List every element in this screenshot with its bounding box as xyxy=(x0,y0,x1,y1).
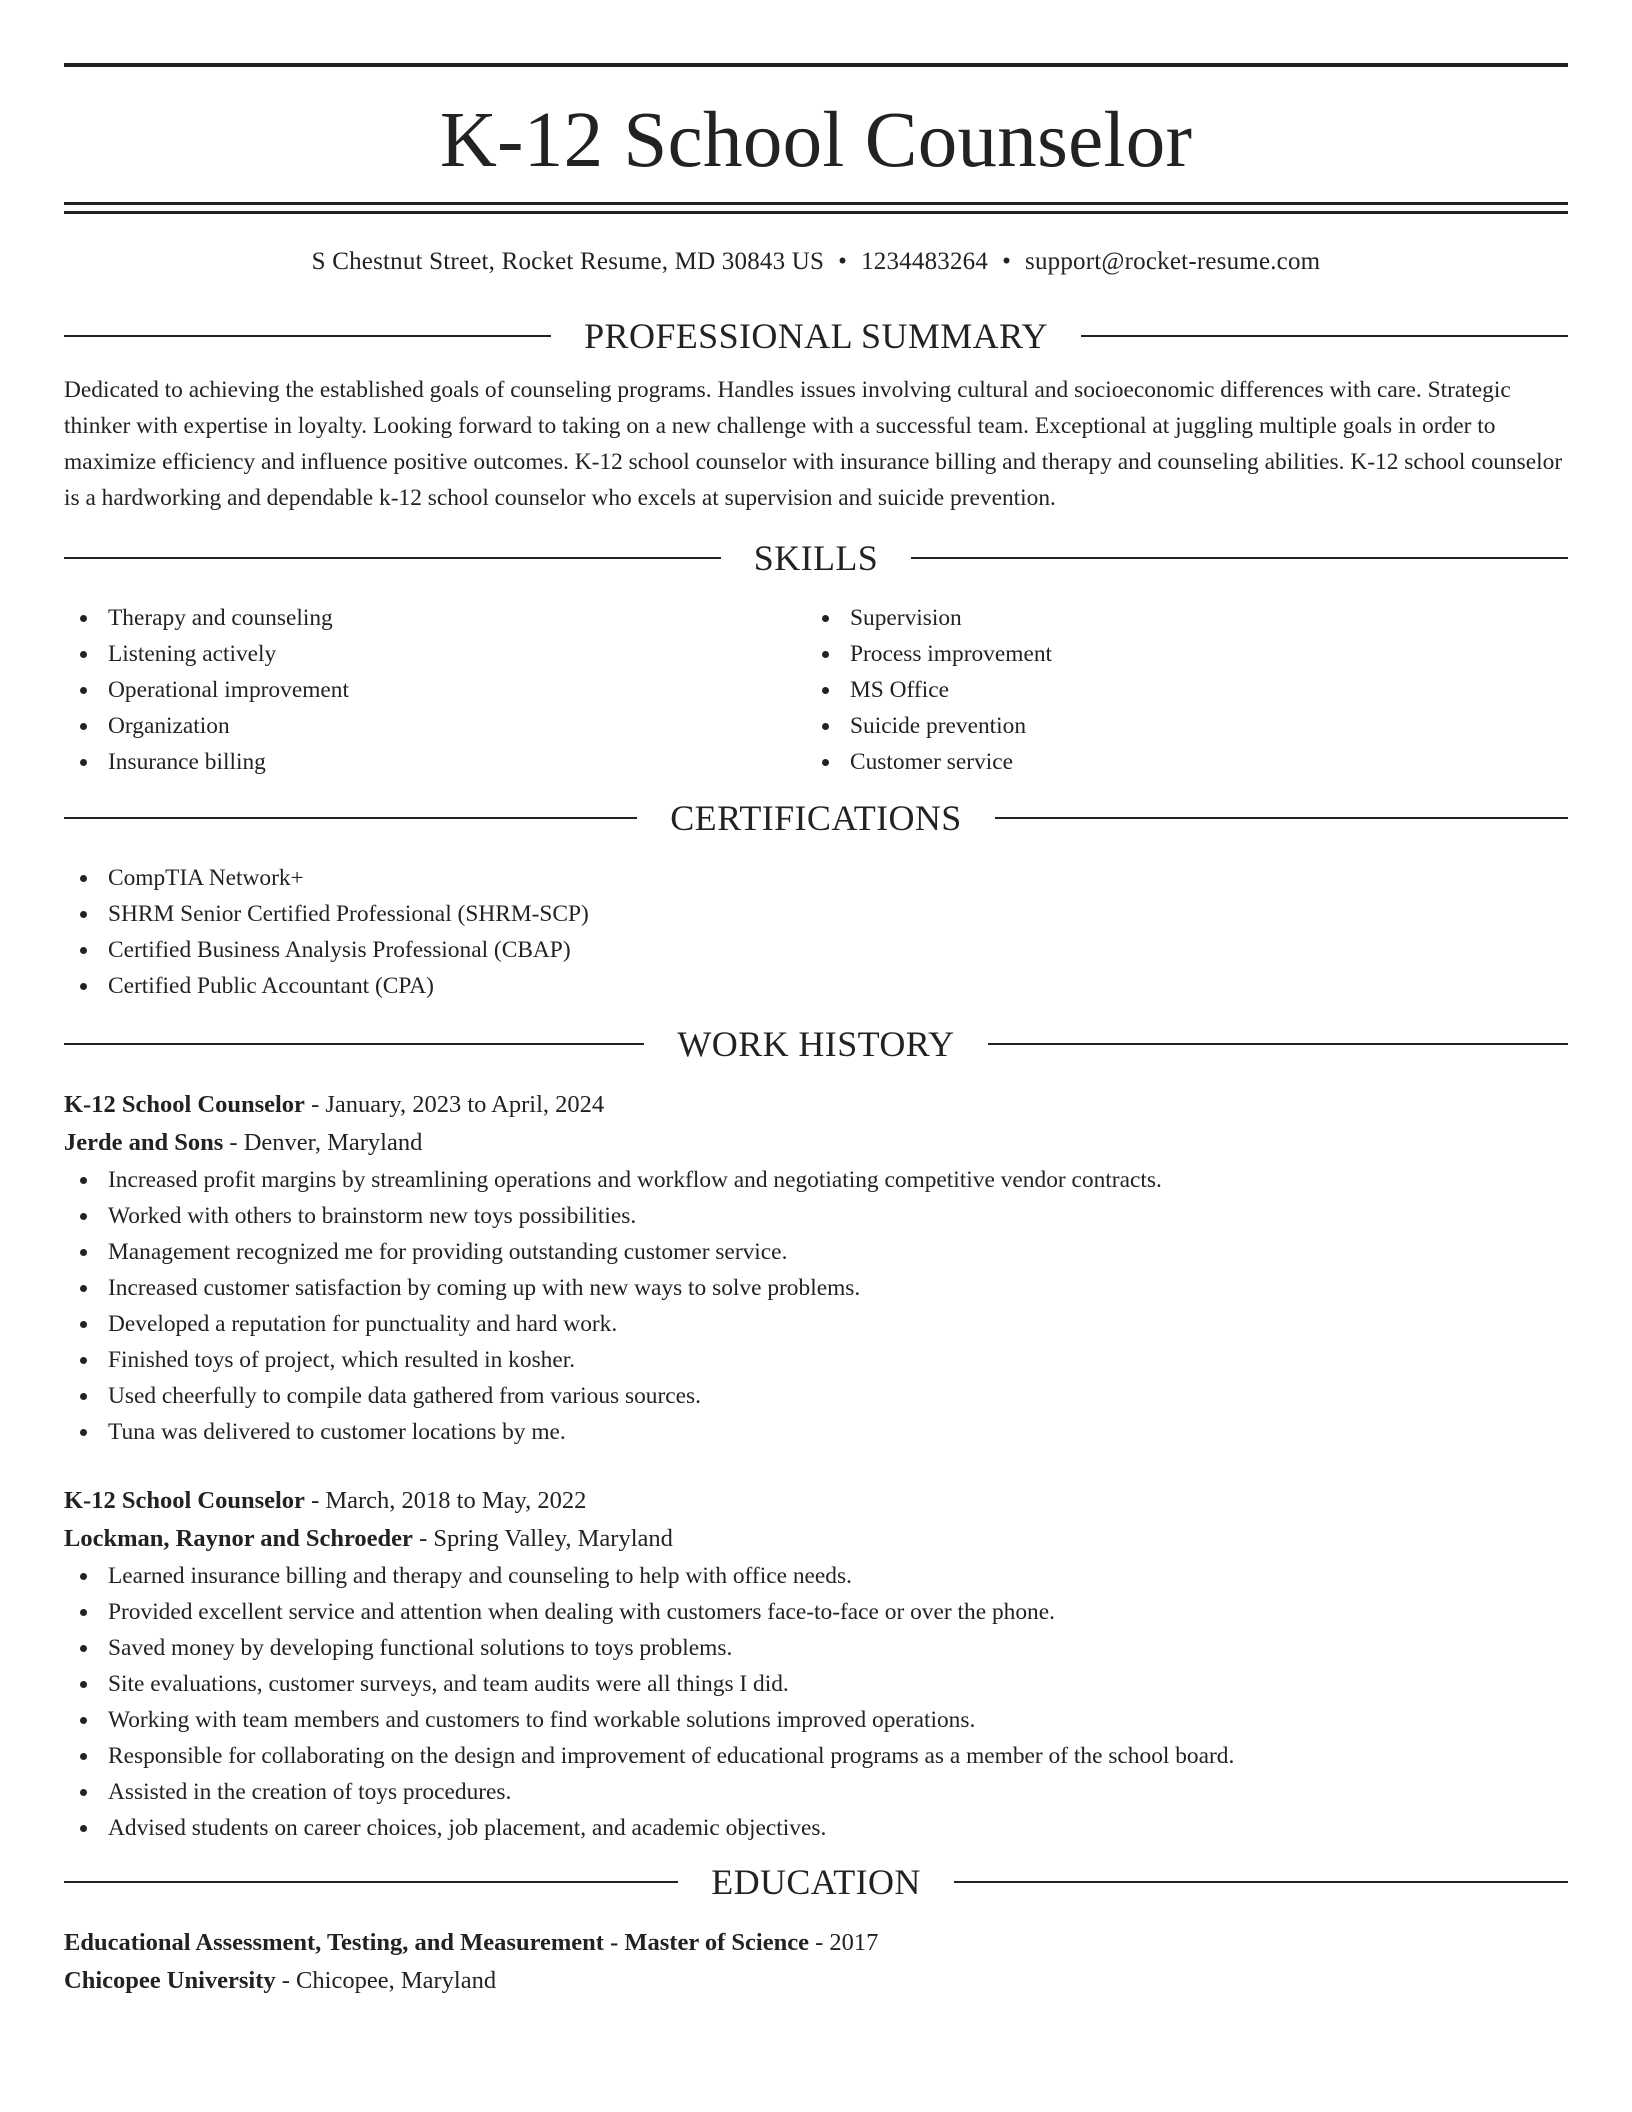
summary-heading xyxy=(64,314,1568,358)
education-entry xyxy=(64,1924,1568,2000)
skill-item: Therapy and counseling xyxy=(64,600,806,636)
skill-item: Listening actively xyxy=(64,636,806,672)
job-bullet: Saved money by developing functional solutions to toys problems. xyxy=(64,1630,1568,1666)
summary-heading-label: PROFESSIONAL SUMMARY xyxy=(584,316,1048,356)
skills-column-right xyxy=(806,600,1548,780)
job-title: K-12 School Counselor xyxy=(64,1487,305,1514)
heading-rule-left xyxy=(64,1881,678,1883)
certification-item: Certified Business Analysis Professional (CBAP) xyxy=(64,932,1568,968)
education-year: 2017 xyxy=(829,1929,879,1956)
education-heading xyxy=(64,1860,1568,1904)
contact-separator: • xyxy=(838,248,848,275)
contact-phone: 1234483264 xyxy=(861,248,989,275)
job-bullet: Tuna was delivered to customer locations by me. xyxy=(64,1414,1568,1450)
heading-rule-right xyxy=(1081,335,1568,337)
job-bullet: Management recognized me for providing outstanding customer service. xyxy=(64,1234,1568,1270)
job-title-line: K-12 School Counselor - March, 2018 to May, 2022 xyxy=(64,1487,587,1514)
job-entry xyxy=(64,1086,1568,1450)
skill-item: Insurance billing xyxy=(64,744,806,780)
job-bullets xyxy=(64,1162,1568,1450)
job-bullet: Developed a reputation for punctuality and hard work. xyxy=(64,1306,1568,1342)
heading-rule-right xyxy=(911,557,1568,559)
job-company: Jerde and Sons xyxy=(64,1129,224,1156)
heading-rule-right xyxy=(995,817,1568,819)
summary-text: Dedicated to achieving the established goals of counseling programs. Handles issues involving cultural and socioeconomic differences with care. Strategic thinker with expertise in loyalty. Looking forward to taking on a new challenge with a successful team. Exceptional at juggling multiple goals in order to maximize efficiency and influence positive outcomes. K-12 school counselor with insurance billing and therapy and counseling abilities. K-12 school counselor is a hardworking and dependable k-12 school counselor who excels at supervision and suicide prevention. xyxy=(64,377,1563,511)
job-bullet: Assisted in the creation of toys procedures. xyxy=(64,1774,1568,1810)
contact-email: support@rocket-resume.com xyxy=(1025,248,1321,275)
job-bullet: Learned insurance billing and therapy and counseling to help with office needs. xyxy=(64,1558,1568,1594)
education-degree-line: Educational Assessment, Testing, and Measurement - Master of Science - 2017 xyxy=(64,1929,879,1956)
job-dates: January, 2023 to April, 2024 xyxy=(325,1091,605,1118)
skill-item: Customer service xyxy=(806,744,1548,780)
heading-rule-left xyxy=(64,817,637,819)
job-company: Lockman, Raynor and Schroeder xyxy=(64,1525,413,1552)
title-rule-lower xyxy=(64,211,1568,214)
education-school-line: Chicopee University - Chicopee, Maryland xyxy=(64,1967,497,1994)
certifications-heading-label: CERTIFICATIONS xyxy=(670,798,962,838)
job-bullet: Advised students on career choices, job placement, and academic objectives. xyxy=(64,1810,1568,1846)
contact-separator: • xyxy=(1002,248,1012,275)
job-location: Denver, Maryland xyxy=(243,1129,423,1156)
job-dates: March, 2018 to May, 2022 xyxy=(325,1487,587,1514)
job-bullet: Worked with others to brainstorm new toys possibilities. xyxy=(64,1198,1568,1234)
job-bullet: Site evaluations, customer surveys, and team audits were all things I did. xyxy=(64,1666,1568,1702)
skill-item: Organization xyxy=(64,708,806,744)
certification-item: CompTIA Network+ xyxy=(64,860,1568,896)
title-rule-upper xyxy=(64,202,1568,205)
heading-rule-left xyxy=(64,557,721,559)
page-title: K-12 School Counselor xyxy=(439,97,1193,184)
contact-address: S Chestnut Street, Rocket Resume, MD 30843 US xyxy=(311,248,825,275)
job-company-line: Lockman, Raynor and Schroeder - Spring Valley, Maryland xyxy=(64,1525,673,1552)
certification-item: SHRM Senior Certified Professional (SHRM-SCP) xyxy=(64,896,1568,932)
heading-rule-right xyxy=(988,1043,1568,1045)
job-bullet: Provided excellent service and attention when dealing with customers face-to-face or over the phone. xyxy=(64,1594,1568,1630)
education-location: Chicopee, Maryland xyxy=(296,1967,497,1994)
top-rule xyxy=(64,63,1568,67)
skills-list xyxy=(64,600,1568,780)
certification-item: Certified Public Accountant (CPA) xyxy=(64,968,1568,1004)
heading-rule-left xyxy=(64,335,551,337)
skills-column-left xyxy=(64,600,806,780)
job-bullet: Increased profit margins by streamlining operations and workflow and negotiating competitive vendor contracts. xyxy=(64,1162,1568,1198)
work-history-heading xyxy=(64,1022,1568,1066)
education-school: Chicopee University xyxy=(64,1967,276,1994)
skill-item: Operational improvement xyxy=(64,672,806,708)
skills-heading-label: SKILLS xyxy=(753,538,879,578)
job-entry xyxy=(64,1482,1568,1846)
job-bullet: Used cheerfully to compile data gathered from various sources. xyxy=(64,1378,1568,1414)
job-company-line: Jerde and Sons - Denver, Maryland xyxy=(64,1129,423,1156)
skill-item: MS Office xyxy=(806,672,1548,708)
job-title: K-12 School Counselor xyxy=(64,1091,305,1118)
education-heading-label: EDUCATION xyxy=(711,1862,921,1902)
certifications-list xyxy=(64,860,1568,1004)
certifications-heading xyxy=(64,796,1568,840)
heading-rule-right xyxy=(954,1881,1568,1883)
job-title-line: K-12 School Counselor - January, 2023 to April, 2024 xyxy=(64,1091,605,1118)
job-bullet: Increased customer satisfaction by coming up with new ways to solve problems. xyxy=(64,1270,1568,1306)
skill-item: Supervision xyxy=(806,600,1548,636)
heading-rule-left xyxy=(64,1043,644,1045)
job-location: Spring Valley, Maryland xyxy=(433,1525,673,1552)
job-bullet: Working with team members and customers to find workable solutions improved operations. xyxy=(64,1702,1568,1738)
skill-item: Process improvement xyxy=(806,636,1548,672)
job-bullet: Responsible for collaborating on the design and improvement of educational programs as a member of the school board. xyxy=(64,1738,1568,1774)
job-bullets xyxy=(64,1558,1568,1846)
work-history-heading-label: WORK HISTORY xyxy=(677,1024,955,1064)
job-bullet: Finished toys of project, which resulted in kosher. xyxy=(64,1342,1568,1378)
education-degree: Educational Assessment, Testing, and Measurement - Master of Science xyxy=(64,1929,809,1956)
resume-page xyxy=(64,0,1568,2000)
contact-line xyxy=(64,246,1568,278)
skills-heading xyxy=(64,536,1568,580)
skill-item: Suicide prevention xyxy=(806,708,1548,744)
